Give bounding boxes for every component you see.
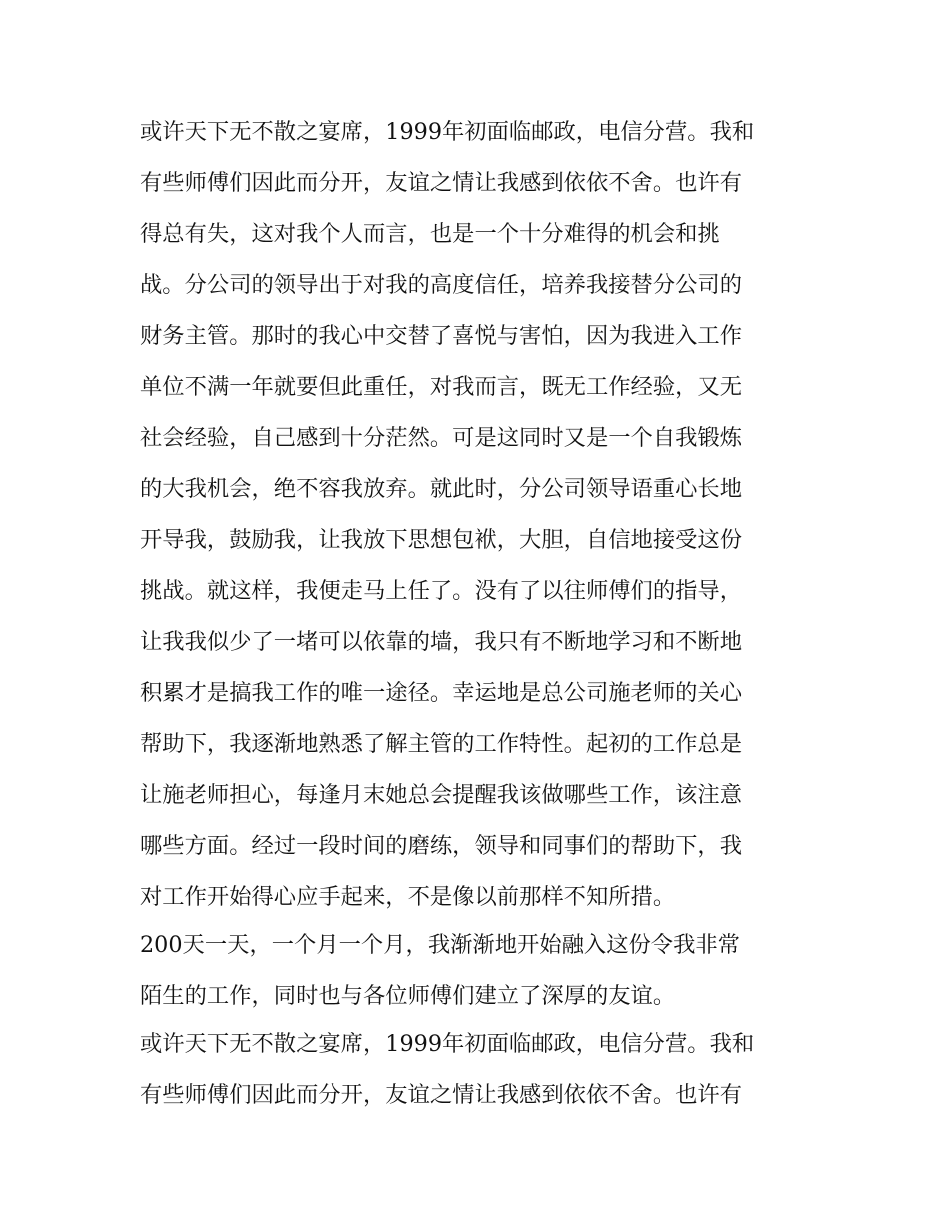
text-line: 战。分公司的领导出于对我的高度信任，培养我接替分公司的 (140, 272, 743, 298)
text-line: 哪些方面。经过一段时间的磨练，领导和同事们的帮助下，我 (140, 833, 743, 859)
text-line: 对工作开始得心应手起来，不是像以前那样不知所措。 (140, 884, 676, 910)
text-line: 社会经验，自己感到十分茫然。可是这同时又是一个自我锻炼 (140, 425, 743, 451)
text-line: 帮助下，我逐渐地熟悉了解主管的工作特性。起初的工作总是 (140, 731, 743, 757)
text-line: 得总有失，这对我个人而言，也是一个十分难得的机会和挑 (140, 221, 720, 247)
text-line: 陌生的工作，同时也与各位师傅们建立了深厚的友谊。 (140, 983, 676, 1009)
text-line: 挑战。就这样，我便走马上任了。没有了以往师傅们的指导， (140, 578, 743, 604)
text-line: 让施老师担心，每逢月末她总会提醒我该做哪些工作，该注意 (140, 782, 743, 808)
text-line: 或许天下无不散之宴席，1999年初面临邮政，电信分营。我和 (140, 119, 755, 145)
text-line: 开导我，鼓励我，让我放下思想包袱，大胆，自信地接受这份 (140, 527, 743, 553)
text-line: 的大我机会，绝不容我放弃。就此时，分公司领导语重心长地 (140, 476, 743, 502)
text-line: 有些师傅们因此而分开，友谊之情让我感到依依不舍。也许有 (140, 1082, 743, 1108)
text-line: 财务主管。那时的我心中交替了喜悦与害怕，因为我进入工作 (140, 323, 743, 349)
text-line: 单位不满一年就要但此重任，对我而言，既无工作经验，又无 (140, 374, 743, 400)
body-text (140, 107, 816, 1121)
text-line: 200天一天，一个月一个月，我渐渐地开始融入这份令我非常 (140, 932, 740, 958)
text-line: 有些师傅们因此而分开，友谊之情让我感到依依不舍。也许有 (140, 170, 743, 196)
text-line: 积累才是搞我工作的唯一途径。幸运地是总公司施老师的关心 (140, 680, 743, 706)
text-line: 或许天下无不散之宴席，1999年初面临邮政，电信分营。我和 (140, 1031, 755, 1057)
text-line: 让我我似少了一堵可以依靠的墙，我只有不断地学习和不断地 (140, 629, 743, 655)
